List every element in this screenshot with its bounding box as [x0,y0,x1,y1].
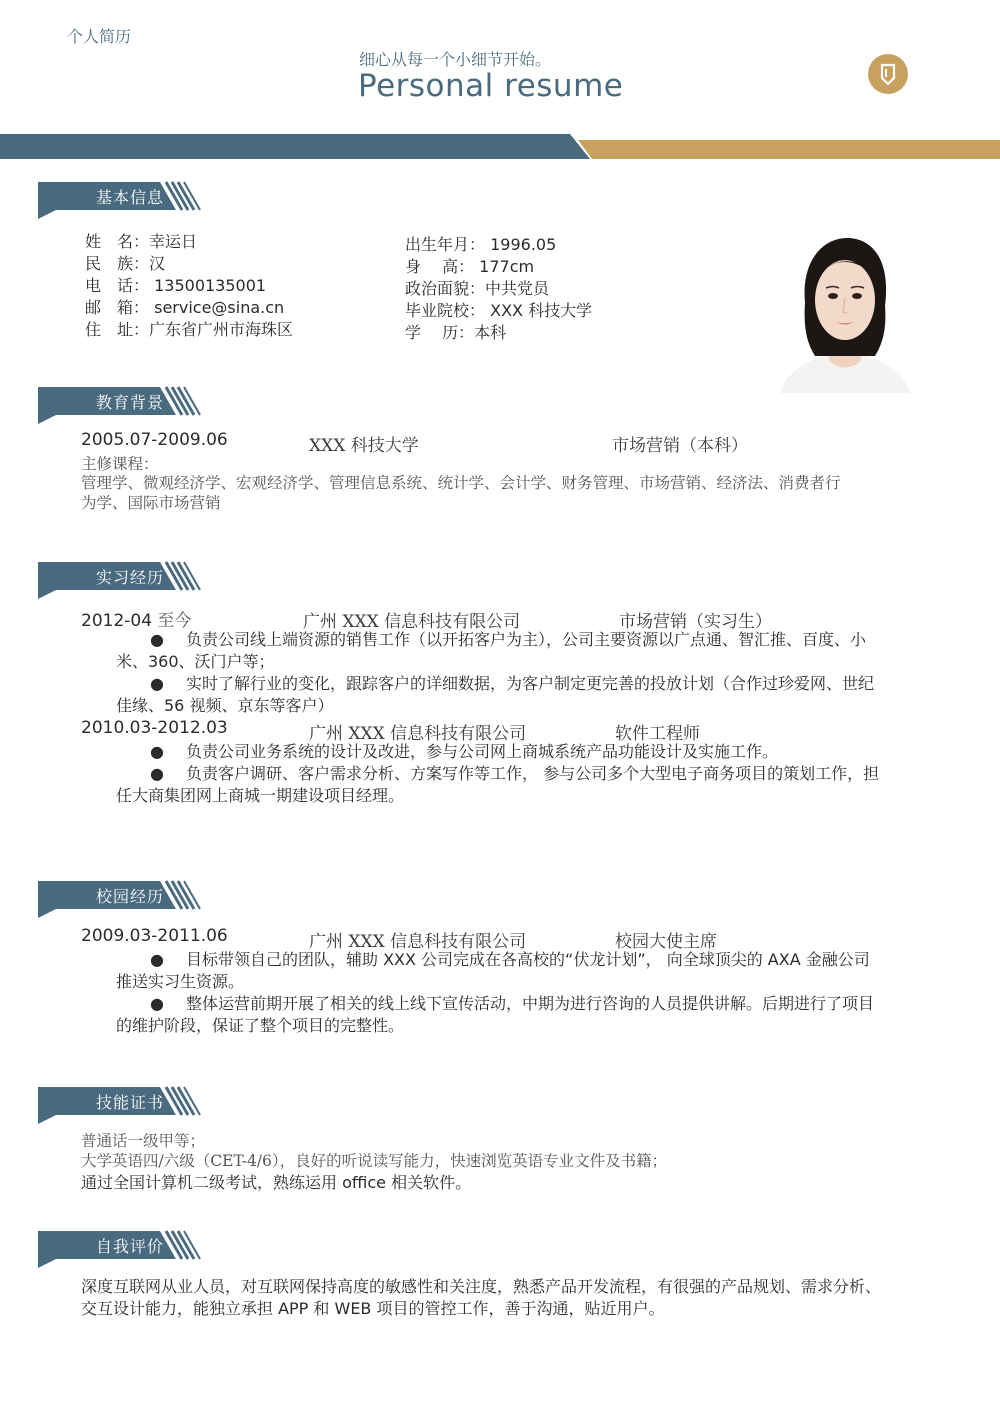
section-head-education [38,385,208,425]
info-address: 住 址：广东省广州市海珠区 [85,320,294,339]
campus-company: 广州 XXX 信息科技有限公司 [309,932,527,952]
info-name: 姓 名：幸运日 [85,232,198,251]
intern-2-bullet-2: ● 负责客户调研、客户需求分析、方案写作等工作， 参与公司多个大型电子商务项目的策划工作，担 [150,764,880,783]
edu-courses-line2: 为学、国际市场营销 [81,494,221,512]
section-head-internship [38,560,208,600]
intern-1-bullet-2: ● 实时了解行业的变化，跟踪客户的详细数据，为客户制定更完善的投放计划（合作过珍爱网、世纪 [150,674,875,693]
edu-major: 市场营销（本科） [612,436,748,456]
info-degree: 学 历：本科 [405,323,507,342]
pen-badge-icon [868,54,908,94]
edu-courses-label: 主修课程： [81,455,159,473]
campus-bullet-2-cont: 的维护阶段，保证了整个项目的完整性。 [116,1016,405,1035]
slogan: 细心从每一个小细节开始。 [359,50,552,69]
campus-bullet-1: ● 目标带领自己的团队，辅助 XXX 公司完成在各高校的“伏龙计划”， 向全球顶尖的 AXA 金融公司 [150,950,870,969]
intern-1-period: 2012-04 至今 [81,611,192,631]
section-title: 教育背景 [96,393,165,412]
intern-2-bullet-1: ● 负责公司业务系统的设计及改进，参与公司网上商城系统产品功能设计及实施工作。 [150,742,779,761]
avatar [775,228,915,393]
section-title: 校园经历 [96,887,165,906]
section-title: 技能证书 [96,1093,165,1112]
intern-1-bullet-1: ● 负责公司线上端资源的销售工作（以开拓客户为主），公司主要资源以广点通、智汇推、百度、小 [150,630,867,649]
campus-bullet-2: ● 整体运营前期开展了相关的线上线下宣传活动，中期为进行咨询的人员提供讲解。后期进行了项目 [150,994,875,1013]
intern-1-company: 广州 XXX 信息科技有限公司 [303,612,521,632]
info-birth: 出生年月： 1996.05 [405,235,557,254]
skill-3: 通过全国计算机二级考试，熟练运用 office 相关软件。 [81,1173,472,1192]
section-head-basic [38,180,208,220]
info-phone: 电 话： 13500135001 [85,276,267,295]
edu-period: 2005.07-2009.06 [81,430,228,450]
info-email: 邮 箱： service@sina.cn [85,298,285,317]
skill-1: 普通话一级甲等； [81,1132,206,1150]
section-title: 基本信息 [96,188,165,207]
campus-period: 2009.03-2011.06 [81,926,228,946]
intern-1-bullet-2-cont: 佳缘、56 视频、京东等客户） [116,696,334,715]
section-head-campus [38,879,208,919]
section-head-self [38,1229,208,1269]
intern-2-role: 软件工程师 [615,724,700,744]
edu-courses-line1: 管理学、微观经济学、宏观经济学、管理信息系统、统计学、会计学、财务管理、市场营销、经济法、消费者行 [81,474,841,492]
skill-2: 大学英语四/六级（CET-4/6），良好的听说读写能力，快速浏览英语专业文件及书籍； [81,1152,668,1170]
campus-bullet-1-cont: 推送实习生资源。 [116,972,245,991]
info-school: 毕业院校： XXX 科技大学 [405,301,593,320]
section-title: 实习经历 [96,568,165,587]
section-title: 自我评价 [96,1237,165,1256]
info-ethnicity: 民 族：汉 [85,254,166,273]
header-band [0,134,1000,164]
self-eval-line1: 深度互联网从业人员，对互联网保持高度的敏感性和关注度，熟悉产品开发流程，有很强的产品规划、需求分析、 [81,1277,882,1296]
intern-1-bullet-1-cont: 米、360、沃门户等； [116,652,275,671]
page-title: Personal resume [358,68,624,104]
intern-2-company: 广州 XXX 信息科技有限公司 [309,724,527,744]
info-height: 身 高： 177cm [405,257,535,276]
top-label: 个人简历 [67,27,132,46]
edu-school: XXX 科技大学 [309,436,419,456]
intern-2-period: 2010.03-2012.03 [81,718,228,738]
info-political: 政治面貌：中共党员 [405,279,550,298]
campus-role: 校园大使主席 [615,932,717,952]
intern-2-bullet-2-cont: 任大商集团网上商城一期建设项目经理。 [116,786,405,805]
self-eval-line2: 交互设计能力，能独立承担 APP 和 WEB 项目的管控工作，善于沟通，贴近用户。 [81,1299,665,1318]
intern-1-role: 市场营销（实习生） [619,612,772,632]
section-head-skills [38,1085,208,1125]
